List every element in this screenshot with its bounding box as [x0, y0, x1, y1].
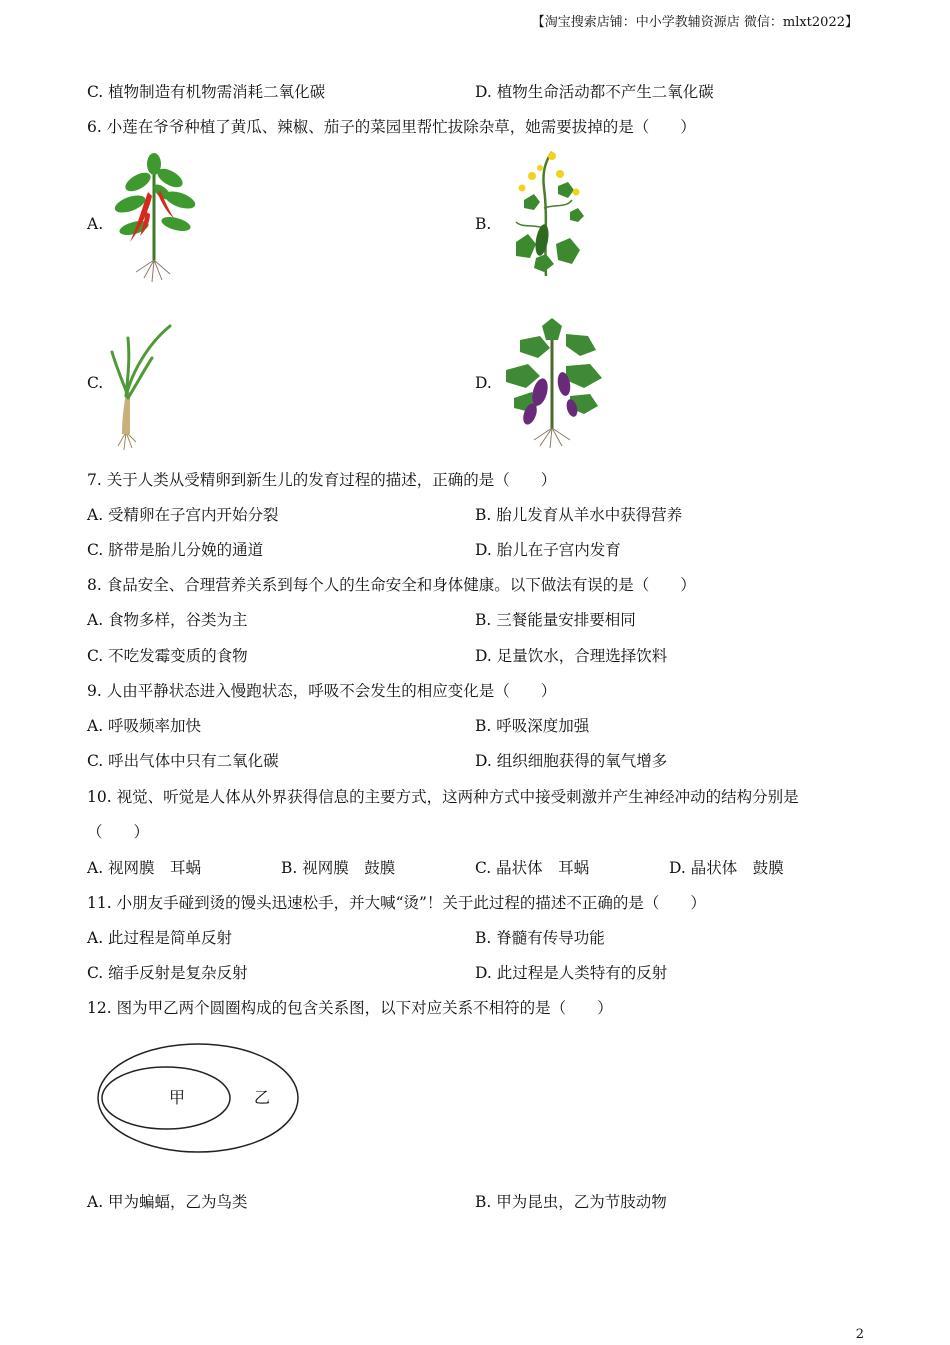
- q9-option-a: A. 呼吸频率加快: [87, 717, 202, 735]
- q11-option-a: A. 此过程是简单反射: [87, 929, 233, 947]
- q8-option-c: C. 不吃发霉变质的食物: [87, 647, 248, 665]
- q6-option-d: D.: [475, 374, 492, 392]
- outer-circle-label: 乙: [254, 1088, 271, 1107]
- q10-stem-bracket: （ ）: [87, 823, 150, 841]
- q6-stem: 6. 小莲在爷爷种植了黄瓜、辣椒、茄子的菜园里帮忙拔除杂草，她需要拔掉的是（ ）: [87, 118, 696, 136]
- q6-option-c: C.: [87, 374, 104, 392]
- q5-option-c: C. 植物制造有机物需消耗二氧化碳: [87, 83, 326, 101]
- q8-option-a: A. 食物多样，谷类为主: [87, 611, 248, 629]
- q7-option-b: B. 胎儿发育从羊水中获得营养: [475, 506, 683, 524]
- q8-stem: 8. 食品安全、合理营养关系到每个人的生命安全和身体健康。以下做法有误的是（ ）: [87, 576, 696, 594]
- q7-option-d: D. 胎儿在子宫内发育: [475, 541, 621, 559]
- q7-option-c: C. 脐带是胎儿分娩的通道: [87, 541, 264, 559]
- page-number: 2: [855, 1327, 864, 1342]
- cucumber-plant-icon: [496, 148, 596, 282]
- inner-circle: [102, 1067, 230, 1129]
- q8-option-b: B. 三餐能量安排要相同: [475, 611, 636, 629]
- q10-option-b: B. 视网膜 鼓膜: [281, 859, 396, 877]
- q12-option-a: A. 甲为蝙蝠，乙为鸟类: [87, 1193, 248, 1211]
- q12-option-b: B. 甲为昆虫，乙为节肢动物: [475, 1193, 667, 1211]
- grass-weed-icon: [108, 322, 178, 452]
- q9-option-c: C. 呼出气体中只有二氧化碳: [87, 752, 279, 770]
- q10-option-d: D. 晶状体 鼓膜: [669, 859, 784, 877]
- q11-option-b: B. 脊髓有传导功能: [475, 929, 605, 947]
- q10-stem: 10. 视觉、听觉是人体从外界获得信息的主要方式，这两种方式中接受刺激并产生神经冲动的结构分别是: [87, 788, 799, 806]
- q9-option-d: D. 组织细胞获得的氧气增多: [475, 752, 668, 770]
- q11-option-d: D. 此过程是人类特有的反射: [475, 964, 668, 982]
- q10-option-a: A. 视网膜 耳蜗: [87, 859, 202, 877]
- q5-option-d: D. 植物生命活动都不产生二氧化碳: [475, 83, 714, 101]
- q11-stem: 11. 小朋友手碰到烫的馒头迅速松手，并大喊“烫”！关于此过程的描述不正确的是（ ）: [87, 894, 706, 912]
- eggplant-plant-icon: [496, 312, 611, 450]
- q7-stem: 7. 关于人类从受精卵到新生儿的发育过程的描述，正确的是（ ）: [87, 471, 557, 489]
- q9-stem: 9. 人由平静状态进入慢跑状态，呼吸不会发生的相应变化是（ ）: [87, 682, 557, 700]
- q10-option-c: C. 晶状体 耳蜗: [475, 859, 590, 877]
- q6-option-b: B.: [475, 215, 492, 233]
- q9-option-b: B. 呼吸深度加强: [475, 717, 590, 735]
- inclusion-venn-diagram: [96, 1042, 306, 1158]
- q11-option-c: C. 缩手反射是复杂反射: [87, 964, 248, 982]
- page-header: 【淘宝搜索店铺：中小学教辅资源店 微信：mlxt2022】: [531, 15, 858, 30]
- q12-stem: 12. 图为甲乙两个圆圈构成的包含关系图，以下对应关系不相符的是（ ）: [87, 999, 613, 1017]
- q7-option-a: A. 受精卵在子宫内开始分裂: [87, 506, 279, 524]
- q8-option-d: D. 足量饮水，合理选择饮料: [475, 647, 668, 665]
- q6-option-a: A.: [87, 215, 104, 233]
- inner-circle-label: 甲: [169, 1088, 186, 1107]
- chili-pepper-plant-icon: [104, 152, 204, 284]
